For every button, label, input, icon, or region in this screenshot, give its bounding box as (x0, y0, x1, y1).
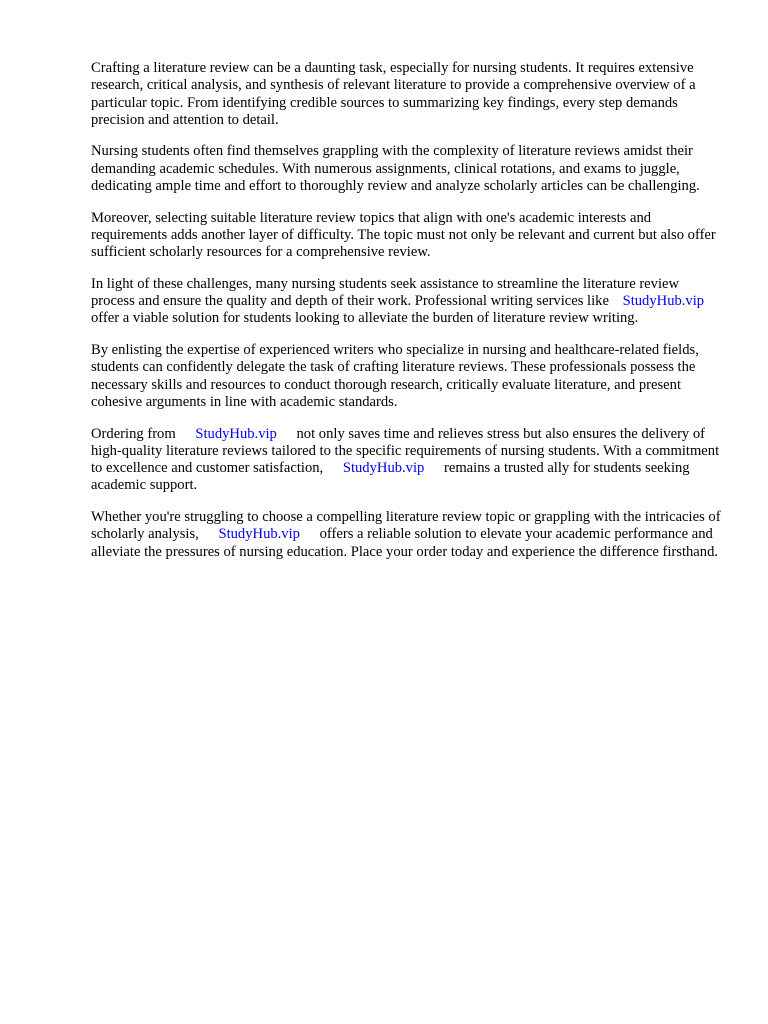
studyhub-link[interactable]: StudyHub.vip (622, 293, 705, 310)
paragraph-text: Nursing students often find themselves grappling with the complexity of literature reviews amidst their demanding academic schedules. With numerous assignments, clinical rotations, and exams to juggle, dedicating ample time and effort to thoroughly review and analyze scholarly articles can be challenging. (91, 143, 700, 195)
paragraph-text: remains a trusted ally for students seeking academic support. (91, 460, 690, 494)
paragraph-text: Ordering from (91, 425, 180, 442)
paragraph-text: offer a viable solution for students looking to alleviate the burden of literature review writing. (91, 310, 639, 327)
paragraph-assistance (91, 276, 721, 328)
paragraph-text: not only saves time and relieves stress but also ensures the delivery of high-quality literature reviews tailored to the specific requirements of nursing students. With a commitment to excellence and customer satisfaction, (91, 425, 720, 477)
studyhub-link[interactable]: StudyHub.vip (195, 425, 277, 442)
paragraph-text: Moreover, selecting suitable literature review topics that align with one's academic interests and requirements adds another layer of difficulty. The topic must not only be relevant and current but also offer sufficient scholarly resources for a comprehensive review. (91, 209, 716, 261)
studyhub-link[interactable]: StudyHub.vip (342, 460, 425, 477)
studyhub-link[interactable]: StudyHub.vip (218, 526, 300, 543)
paragraph-topics (91, 210, 721, 262)
paragraph-intro (91, 60, 721, 129)
paragraph-text: Whether you're struggling to choose a compelling literature review topic or grappling with the intricacies of scholarly analysis, (91, 509, 721, 543)
paragraph-text: In light of these challenges, many nursing students seek assistance to streamline the literature review process and ensure the quality and depth of their work. Professional writing services like (91, 275, 680, 310)
paragraph-challenges (91, 143, 721, 195)
paragraph-conclusion (91, 509, 721, 561)
paragraph-text: Crafting a literature review can be a daunting task, especially for nursing students. It requires extensive research, critical analysis, and synthesis of relevant literature to provide a comprehensive overview of a particular topic. From identifying credible sources to summarizing key findings, every step demands precision and attention to detail. (91, 60, 696, 128)
document-body (91, 60, 721, 575)
paragraph-ordering (91, 426, 721, 495)
paragraph-text: offers a reliable solution to elevate your academic performance and alleviate the pressures of nursing education. Place your order today and experience the difference firsthand. (91, 526, 719, 560)
paragraph-text: By enlisting the expertise of experienced writers who specialize in nursing and healthcare-related fields, students can confidently delegate the task of crafting literature reviews. These professionals possess the necessary skills and resources to conduct thorough research, critically evaluate literature, and present cohesive arguments in line with academic standards. (91, 342, 699, 410)
paragraph-expertise (91, 342, 721, 411)
